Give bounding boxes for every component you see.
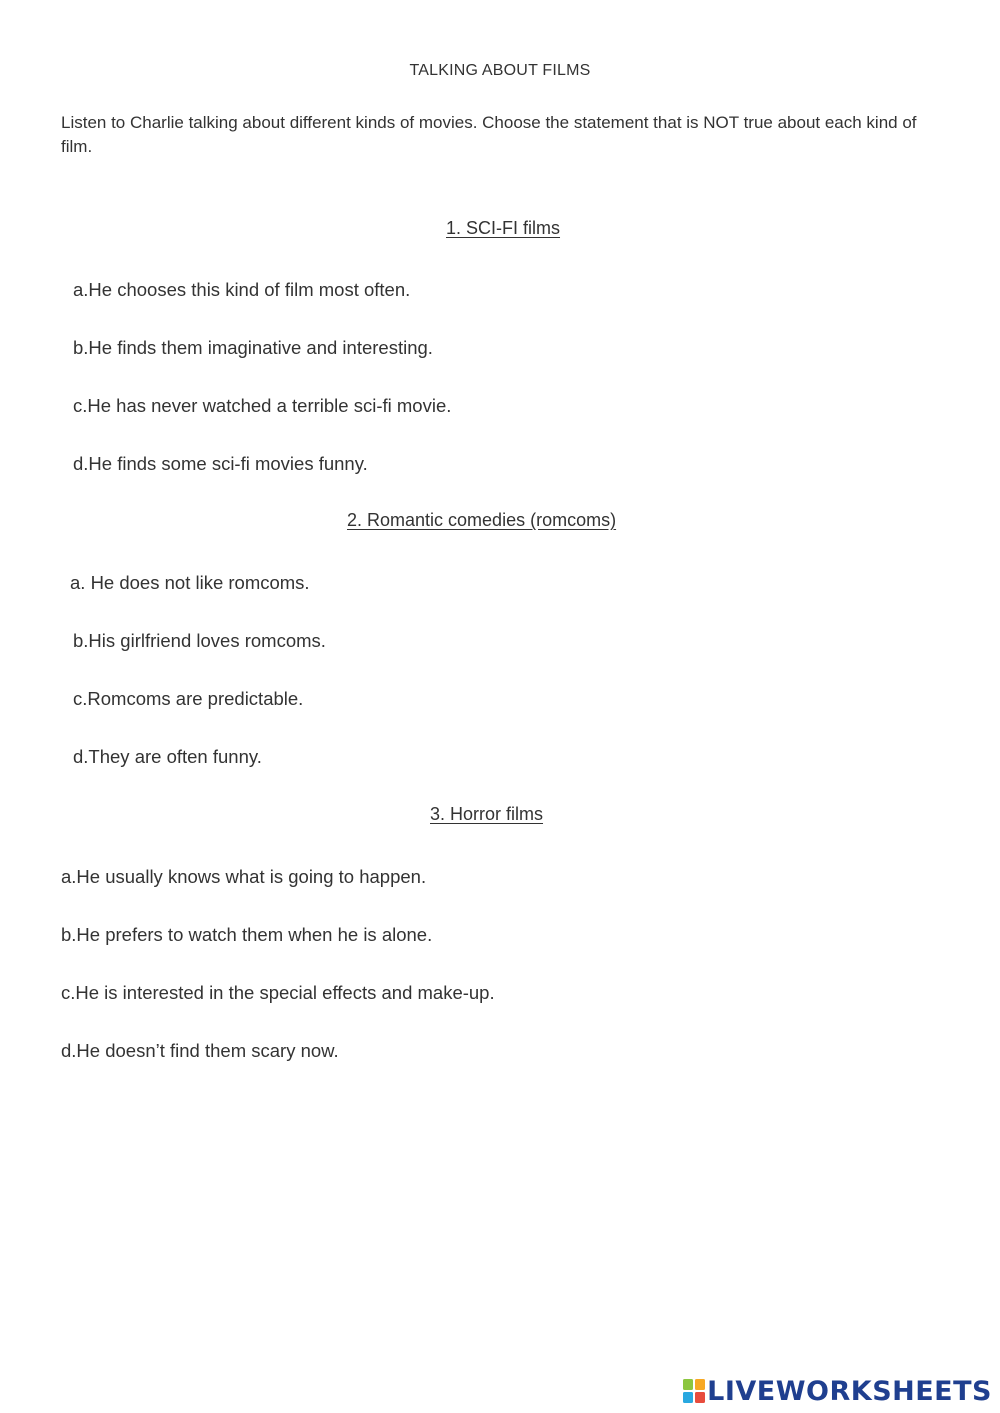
- option-3b[interactable]: b.He prefers to watch them when he is alone.: [61, 924, 433, 945]
- option-1c[interactable]: c.He has never watched a terrible sci-fi movie.: [73, 395, 452, 416]
- worksheet-instructions: Listen to Charlie talking about different kinds of movies. Choose the statement that is NOT true about each kind of film.: [61, 113, 917, 156]
- worksheet-title: TALKING ABOUT FILMS: [409, 62, 591, 79]
- option-1d[interactable]: d.He finds some sci-fi movies funny.: [73, 453, 368, 474]
- option-3c[interactable]: c.He is interested in the special effects and make-up.: [61, 982, 495, 1003]
- option-3a[interactable]: a.He usually knows what is going to happen.: [61, 866, 427, 887]
- section-heading-horror: 3. Horror films: [430, 804, 544, 824]
- option-1b[interactable]: b.He finds them imaginative and interesting.: [73, 337, 433, 358]
- option-2d[interactable]: d.They are often funny.: [73, 746, 262, 767]
- option-3d[interactable]: d.He doesn’t find them scary now.: [61, 1040, 339, 1061]
- section-heading-romcoms: 2. Romantic comedies (romcoms): [347, 510, 617, 530]
- liveworksheets-icon: [683, 1379, 705, 1403]
- section-heading-sci-fi: 1. SCI-FI films: [446, 218, 561, 238]
- option-2a[interactable]: a. He does not like romcoms.: [70, 572, 310, 593]
- option-2c[interactable]: c.Romcoms are predictable.: [73, 688, 304, 709]
- liveworksheets-logo-text: LIVEWORKSHEETS: [707, 1375, 992, 1407]
- option-1a[interactable]: a.He chooses this kind of film most often.: [73, 279, 411, 300]
- liveworksheets-logo: [683, 1375, 992, 1407]
- option-2b[interactable]: b.His girlfriend loves romcoms.: [73, 630, 326, 651]
